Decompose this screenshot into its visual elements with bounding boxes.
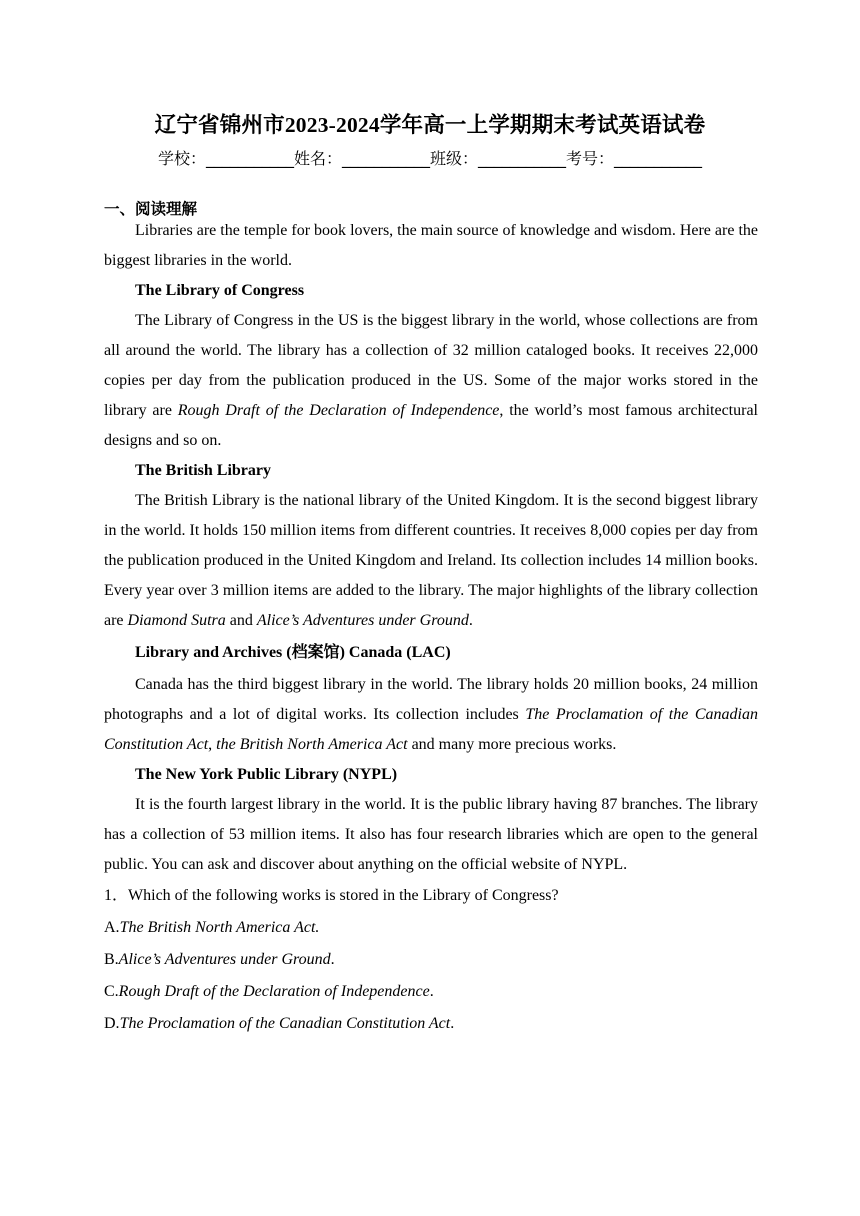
- question-number: 1．: [104, 887, 129, 904]
- option-a[interactable]: [104, 913, 758, 943]
- option-text: The British North America Act: [119, 919, 316, 936]
- option-letter: C.: [104, 983, 119, 1000]
- option-letter: B.: [104, 951, 119, 968]
- option-b[interactable]: [104, 945, 758, 975]
- paragraph-text: and: [225, 612, 257, 629]
- option-end: .: [330, 951, 335, 968]
- option-text: Rough Draft of the Declaration of Independence: [118, 983, 430, 1000]
- exam-title: 辽宁省锦州市2023-2024学年高一上学期期末考试英语试卷: [154, 113, 706, 137]
- option-c[interactable]: [104, 977, 758, 1007]
- paragraph-text: Canada has the third biggest library in the world. The library holds 20 million books, 24 million photographs and a lot of digital works. Its collection includes: [104, 676, 758, 723]
- option-end: .: [429, 983, 434, 1000]
- option-end: .: [315, 919, 320, 936]
- paragraph-text: The Library of Congress in the US is the biggest library in the world, whose collections are from all around the world. The library has a collection of 32 million cataloged books. It receives 22,000 copies per day from the publication produced in the US. Some of the major works stored in the library are: [104, 312, 758, 419]
- question-stem: [104, 881, 758, 911]
- work-title: Rough Draft of the Declaration of Independence: [177, 402, 500, 419]
- option-letter: A.: [104, 919, 120, 936]
- library-paragraph: [104, 306, 758, 456]
- work-title: Diamond Sutra: [127, 612, 226, 629]
- library-paragraph: It is the fourth largest library in the world. It is the public library having 87 branches. The library has a collection of 53 million items. It also has four research libraries which are open to the general public. You can ask and discover about anything on the official website of NYPL.: [104, 796, 758, 873]
- reading-passage: [104, 216, 758, 1039]
- option-letter: D.: [104, 1015, 120, 1032]
- section-heading: 一、阅读理解: [104, 200, 198, 218]
- paragraph-text: ,: [208, 736, 217, 753]
- question-text: Which of the following works is stored in the Library of Congress?: [128, 887, 559, 904]
- library-paragraph: [104, 670, 758, 760]
- option-text: Alice’s Adventures under Ground: [118, 951, 331, 968]
- option-end: .: [450, 1015, 455, 1032]
- passage-intro: Libraries are the temple for book lovers, the main source of knowledge and wisdom. Here are the biggest libraries in the world.: [104, 222, 758, 269]
- option-text: The Proclamation of the Canadian Constitution Act: [119, 1015, 451, 1032]
- work-title: Alice’s Adventures under Ground: [256, 612, 469, 629]
- paragraph-text: .: [468, 612, 473, 629]
- option-d[interactable]: [104, 1009, 758, 1039]
- library-paragraph: [104, 486, 758, 636]
- paragraph-text: and many more precious works.: [407, 736, 617, 753]
- library-heading: Library and Archives (档案馆) Canada (LAC): [135, 644, 451, 661]
- work-title: The Proclamation of the Canadian Constitution Act: [104, 706, 758, 753]
- library-heading: The Library of Congress: [135, 282, 305, 299]
- library-heading: The British Library: [135, 462, 272, 479]
- student-info-line: 学校：___________姓名：___________班级：___________考号：___________: [157, 149, 702, 168]
- work-title: the British North America Act: [216, 736, 408, 753]
- paragraph-text: , the world’s most famous architectural designs and so on.: [104, 402, 758, 449]
- paragraph-text: The British Library is the national library of the United Kingdom. It is the second biggest library in the world. It holds 150 million items from different countries. It receives 8,000 copies per day from the publication produced in the United Kingdom and Ireland. Its collection includes 14 million books. Every year over 3 million items are added to the library. The major highlights of the library collection are: [104, 492, 758, 629]
- library-heading: The New York Public Library (NYPL): [135, 766, 398, 783]
